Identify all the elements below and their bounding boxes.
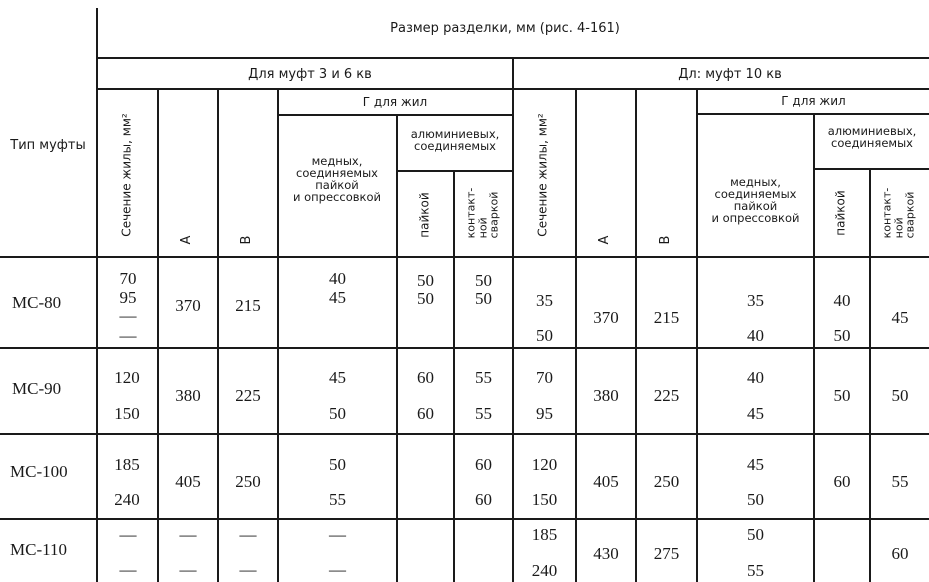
line-row2-bottom <box>0 433 929 435</box>
cell-cw1: 55 <box>475 368 492 387</box>
cell-cw1: 50 <box>475 271 492 290</box>
solder-header-10: пайкой <box>833 190 848 236</box>
cell-cu1: — <box>329 525 346 544</box>
cell-a2: 370 <box>593 308 619 327</box>
line-v-s2 <box>575 89 577 582</box>
cell-b2: 275 <box>653 544 680 563</box>
cell-s1: 70 <box>119 269 137 288</box>
col-b-header-10: В <box>658 235 674 245</box>
cell-cu1: 55 <box>329 490 346 509</box>
group-header-3-6-kv: Для муфт 3 и 6 кв <box>248 67 372 82</box>
line-v-a1 <box>217 89 219 582</box>
cell-s1: 240 <box>114 490 140 509</box>
cell-cw2: 60 <box>891 544 909 563</box>
cell-cu1: 50 <box>329 404 346 423</box>
col-b-header-3-6: В <box>239 235 255 245</box>
line-v-al2 <box>869 169 871 582</box>
cell-a2: 405 <box>593 472 619 491</box>
cell-cu2: 45 <box>747 404 764 423</box>
cell-al2: 40 <box>833 291 851 310</box>
type-column-header: Тип муфты <box>10 138 86 153</box>
line-al-right-bottom <box>815 168 929 170</box>
cell-al1: 60 <box>417 404 434 423</box>
cell-al2: 50 <box>833 386 851 405</box>
cell-cw1: 50 <box>475 289 492 308</box>
cell-al1: 50 <box>417 289 434 308</box>
cell-a1: 370 <box>175 296 201 315</box>
cell-a1: — <box>179 560 197 579</box>
line-al-left-bottom <box>398 170 512 172</box>
aluminium-header-10: алюминиевых, соединяемых <box>827 124 917 151</box>
cell-a1: 380 <box>175 386 201 405</box>
cell-al2: 60 <box>833 472 851 491</box>
row-type: МС-100 <box>10 462 68 481</box>
cell-s1: — <box>119 560 137 579</box>
cell-cu2: 35 <box>747 291 764 310</box>
cell-s1: — <box>119 306 137 325</box>
cell-a2: 430 <box>593 544 619 563</box>
cell-cw2: 55 <box>891 472 909 491</box>
cell-s2: 35 <box>536 291 553 310</box>
cell-b2: 250 <box>653 472 680 491</box>
cell-a2: 380 <box>593 386 619 405</box>
cell-al1: 50 <box>417 271 434 290</box>
cross-section-header-3-6: Сечение жилы, мм² <box>119 113 134 237</box>
cell-cu2: 45 <box>747 455 764 474</box>
g-for-cores-header-3-6: Г для жил <box>362 95 428 109</box>
col-a-header-10: А <box>597 235 613 245</box>
cell-al2: 50 <box>833 326 851 345</box>
cell-s2: 50 <box>536 326 553 345</box>
line-v-s1 <box>157 89 159 582</box>
line-v-a2 <box>635 89 637 582</box>
group-header-10-kv: Дл: муфт 10 кв <box>678 67 782 82</box>
cell-s2: 70 <box>536 368 553 387</box>
cell-s2: 95 <box>536 404 553 423</box>
cell-a1: — <box>179 525 197 544</box>
cell-s2: 185 <box>531 525 558 544</box>
size-header: Размер разделки, мм (рис. 4-161) <box>390 21 620 36</box>
copper-header-3-6: медных, соединяемых пайкой и опрессовкой <box>293 154 381 205</box>
cell-cu2: 50 <box>747 525 764 544</box>
cell-cu1: — <box>329 560 346 579</box>
line-row3-bottom <box>0 518 929 520</box>
copper-header-10: медных, соединяемых пайкой и опрессовкой <box>711 175 800 226</box>
g-for-cores-header-10: Г для жил <box>781 94 846 108</box>
contact-weld-header-10: контакт- ной сваркой <box>880 187 917 239</box>
cell-s1: 120 <box>114 368 140 387</box>
cell-s1: 95 <box>119 288 137 307</box>
cell-b2: 215 <box>653 308 680 327</box>
contact-weld-header-3-6: контакт- ной сваркой <box>464 187 501 239</box>
cell-s2: 120 <box>531 455 558 474</box>
cell-al1: 60 <box>417 368 434 387</box>
line-v-type <box>96 8 98 582</box>
cell-cu1: 50 <box>329 455 346 474</box>
line-row1-bottom <box>0 347 929 349</box>
solder-header-3-6: пайкой <box>417 192 432 238</box>
cell-b1: — <box>239 525 257 544</box>
row-type: МС-110 <box>10 540 67 559</box>
cell-s1: — <box>119 326 137 345</box>
cell-s1: — <box>119 525 137 544</box>
line-header-bottom <box>0 256 929 258</box>
cell-cw2: 50 <box>891 386 909 405</box>
cell-b1: — <box>239 560 257 579</box>
cell-cu2: 50 <box>747 490 764 509</box>
cell-b2: 225 <box>653 386 680 405</box>
cell-cu2: 55 <box>747 561 764 580</box>
cell-cu1: 45 <box>329 288 346 307</box>
line-g-left-bottom <box>278 114 512 116</box>
row-type: МС-90 <box>12 379 62 398</box>
line-v-cu2 <box>813 114 815 582</box>
cell-b1: 225 <box>235 386 261 405</box>
cell-cu1: 45 <box>329 368 346 387</box>
line-v-cu1 <box>396 115 398 582</box>
cell-s2: 150 <box>531 490 558 509</box>
cell-cw1: 60 <box>475 455 492 474</box>
cell-a1: 405 <box>175 472 201 491</box>
cell-cu2: 40 <box>747 326 764 345</box>
cell-cw1: 55 <box>475 404 492 423</box>
cell-cu2: 40 <box>747 368 764 387</box>
cell-cu1: 40 <box>329 269 346 288</box>
cell-cw2: 45 <box>891 308 909 327</box>
cross-section-header-10: Сечение жилы, мм² <box>535 113 550 237</box>
aluminium-header-3-6: алюминиевых, соединяемых <box>410 127 500 154</box>
cell-s1: 185 <box>114 455 140 474</box>
cell-s2: 240 <box>531 561 558 580</box>
cell-cw1: 60 <box>475 490 492 509</box>
cell-b1: 215 <box>235 296 261 315</box>
cell-b1: 250 <box>235 472 261 491</box>
cell-s1: 150 <box>114 404 140 423</box>
row-type: МС-80 <box>12 293 62 312</box>
col-a-header-3-6: А <box>179 235 195 245</box>
